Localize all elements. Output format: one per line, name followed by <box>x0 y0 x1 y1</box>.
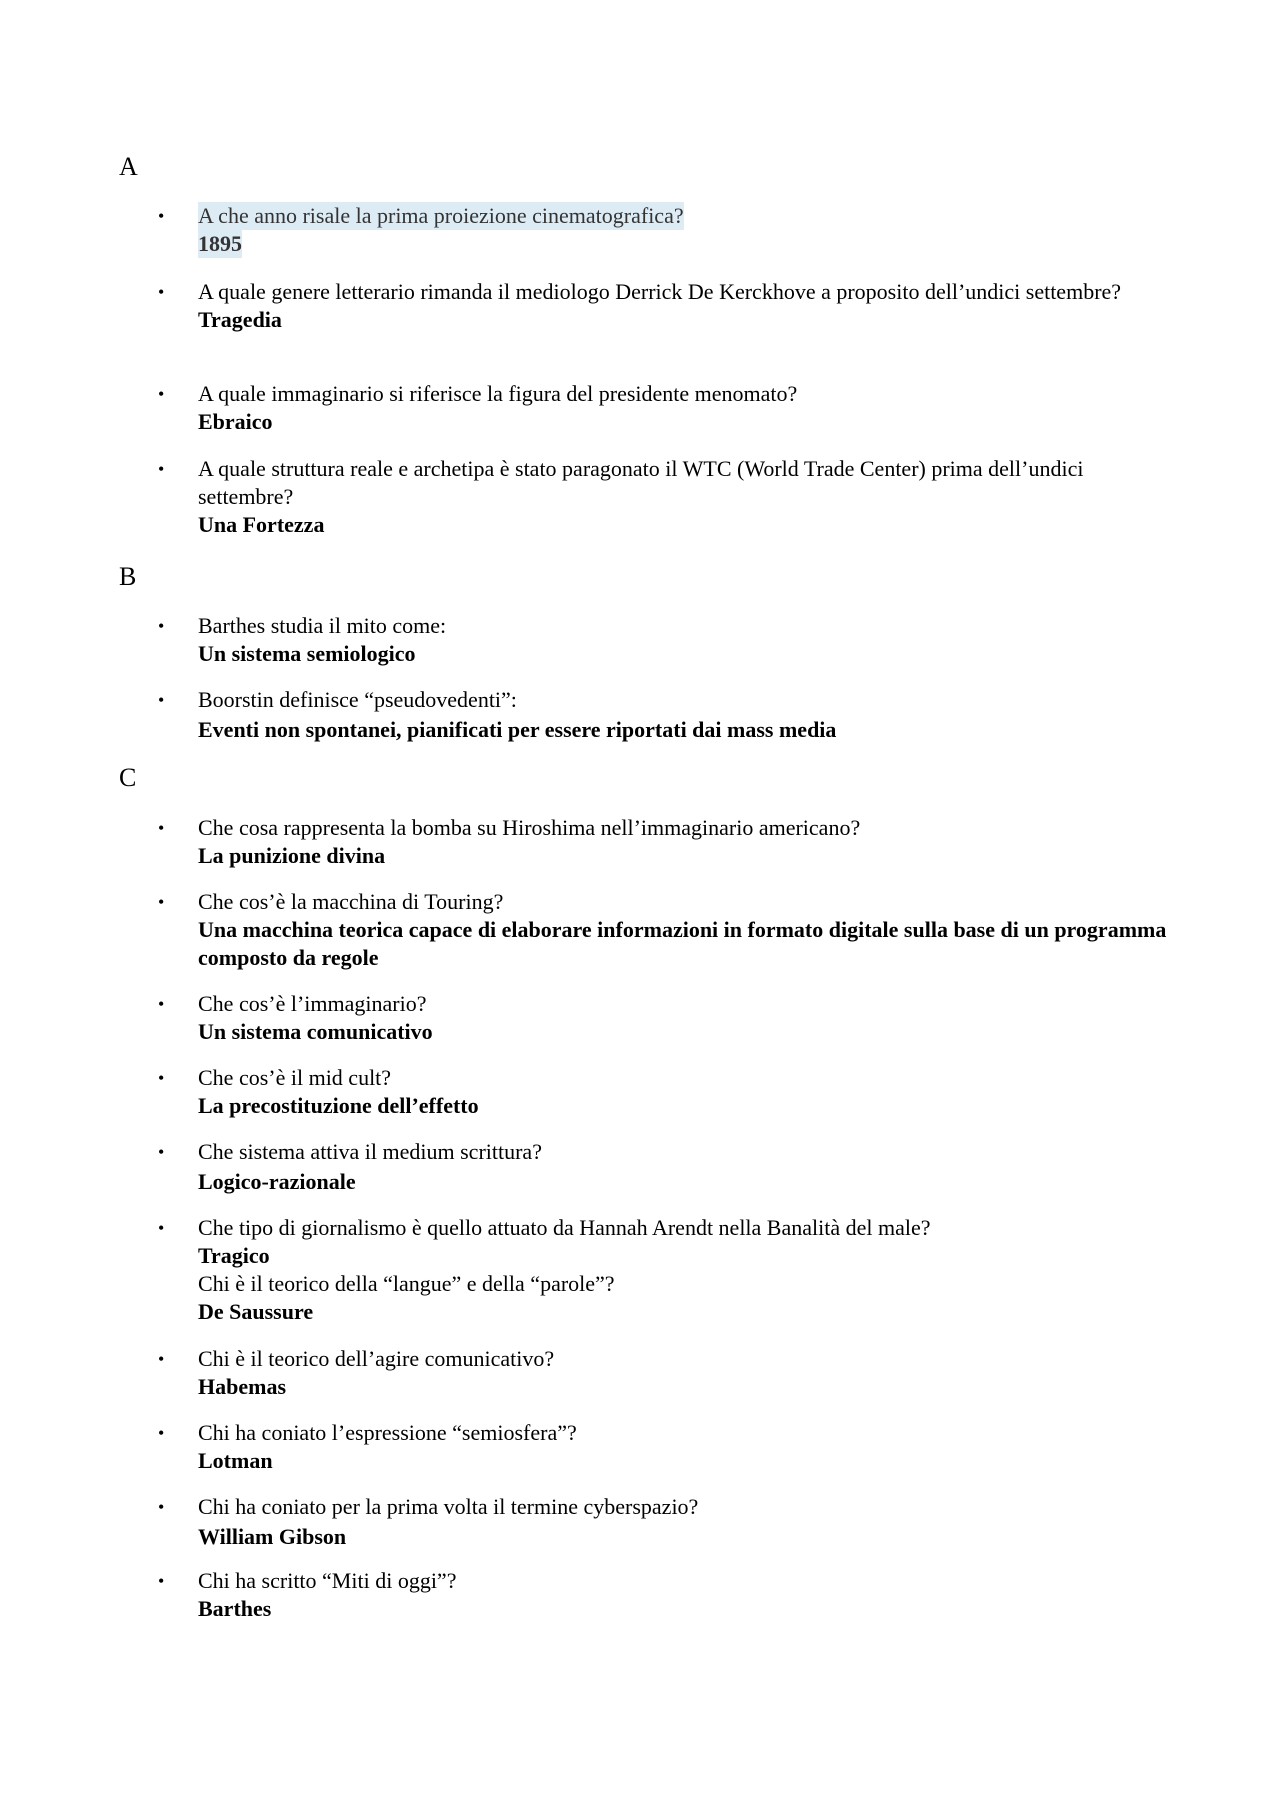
answer-text: William Gibson <box>198 1524 347 1549</box>
bullet: • <box>158 994 165 1014</box>
list-item <box>158 1138 1178 1196</box>
question-text: A quale struttura reale e archetipa è stato paragonato il WTC (World Trade Center) prima dell’undici settembre? <box>198 456 1084 509</box>
list-item <box>158 686 1178 744</box>
bullet: • <box>158 1218 165 1238</box>
list-item <box>158 202 1178 258</box>
question-text: Chi ha coniato per la prima volta il termine cyberspazio? <box>198 1494 699 1519</box>
answer-text: Logico-razionale <box>198 1169 356 1194</box>
list-item <box>158 990 1178 1046</box>
answer-text: 1895 <box>198 231 242 256</box>
question-text: Che tipo di giornalismo è quello attuato da Hannah Arendt nella Banalità del male? <box>198 1215 931 1240</box>
question-text: Che cos’è l’immaginario? <box>198 991 427 1016</box>
question-text: Boorstin definisce “pseudovedenti”: <box>198 687 517 712</box>
question-text: Che cos’è il mid cult? <box>198 1065 392 1090</box>
bullet: • <box>158 459 165 479</box>
list-item <box>158 455 1178 539</box>
section-heading-c: C <box>119 763 137 792</box>
list-item <box>158 278 1178 334</box>
bullet: • <box>158 1571 165 1591</box>
bullet: • <box>158 690 165 710</box>
answer-text: Tragedia <box>198 307 282 332</box>
question-text: A che anno risale la prima proiezione cinematografica? <box>198 203 684 228</box>
question-text: A quale genere letterario rimanda il mediologo Derrick De Kerckhove a proposito dell’undici settembre? <box>198 279 1122 304</box>
bullet: • <box>158 282 165 302</box>
bullet: • <box>158 818 165 838</box>
answer-text: Una Fortezza <box>198 512 325 537</box>
answer-text: Lotman <box>198 1448 273 1473</box>
bullet: • <box>158 384 165 404</box>
answer-text: Un sistema semiologico <box>198 641 416 666</box>
question-text: Che cosa rappresenta la bomba su Hiroshima nell’immaginario americano? <box>198 815 861 840</box>
section-heading-a: A <box>119 152 138 181</box>
bullet: • <box>158 1423 165 1443</box>
answer-text: Un sistema comunicativo <box>198 1019 433 1044</box>
bullet: • <box>158 1349 165 1369</box>
answer-text: Habemas <box>198 1374 286 1399</box>
answer-text: La punizione divina <box>198 843 386 868</box>
answer-text: La precostituzione dell’effetto <box>198 1093 479 1118</box>
question-text: Chi ha scritto “Miti di oggi”? <box>198 1568 457 1593</box>
list-item <box>158 1567 1178 1623</box>
list-item <box>158 1493 1178 1551</box>
list-item <box>158 1345 1178 1401</box>
question-text: Chi ha coniato l’espressione “semiosfera”? <box>198 1420 577 1445</box>
list-item <box>158 380 1178 436</box>
bullet: • <box>158 1068 165 1088</box>
bullet: • <box>158 1497 165 1517</box>
answer-text: De Saussure <box>198 1299 314 1324</box>
bullet: • <box>158 616 165 636</box>
bullet: • <box>158 1142 165 1162</box>
list-item <box>158 1064 1178 1120</box>
question-text: Che cos’è la macchina di Touring? <box>198 889 504 914</box>
question-text: Barthes studia il mito come: <box>198 613 447 638</box>
answer-text: Una macchina teorica capace di elaborare informazioni in formato digitale sulla base di un programma composto da regole <box>198 917 1167 970</box>
list-item <box>158 612 1178 668</box>
question-text: A quale immaginario si riferisce la figura del presidente menomato? <box>198 381 798 406</box>
answer-text: Ebraico <box>198 409 273 434</box>
list-item <box>158 814 1178 870</box>
bullet: • <box>158 892 165 912</box>
answer-text: Eventi non spontanei, pianificati per essere riportati dai mass media <box>198 717 837 742</box>
list-item <box>158 888 1178 972</box>
answer-text: Tragico <box>198 1243 270 1268</box>
bullet: • <box>158 206 165 226</box>
question-text: Che sistema attiva il medium scrittura? <box>198 1139 542 1164</box>
question-text: Chi è il teorico della “langue” e della “parole”? <box>198 1271 615 1296</box>
list-item <box>158 1214 1178 1326</box>
section-heading-b: B <box>119 562 137 591</box>
answer-text: Barthes <box>198 1596 272 1621</box>
list-item <box>158 1419 1178 1475</box>
question-text: Chi è il teorico dell’agire comunicativo? <box>198 1346 555 1371</box>
